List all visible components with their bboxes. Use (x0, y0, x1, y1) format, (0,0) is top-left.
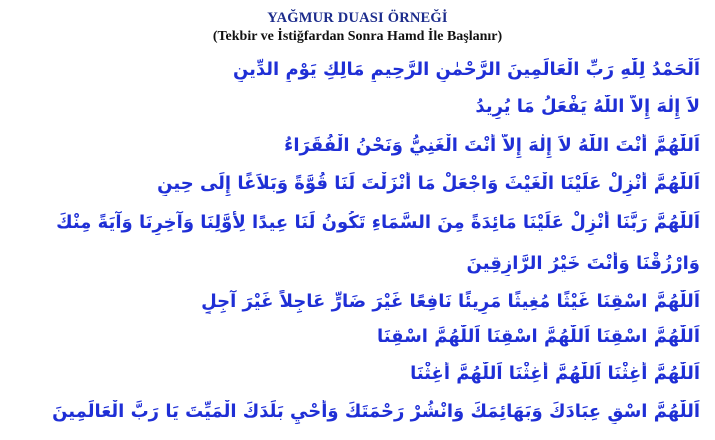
prayer-line-2: لاَ إِلٰهَ إِلاَّ اللّٰهُ يَفْعَلُ مَا يُرِيدُ (475, 96, 700, 117)
prayer-line-1: اَلْحَمْدُ لِلّٰهِ رَبِّ الْعَالَمِينَ الرَّحْمٰنِ الرَّحِيمِ مَالِكِ يَوْمِ الدِّينِ (232, 59, 700, 80)
document-subtitle: (Tekbir ve İstiğfardan Sonra Hamd İle Başlanır) (212, 29, 503, 44)
prayer-line-9: اَللّٰهُمَّ أَغِثْنَا اَللّٰهُمَّ أَغِثْنَا اَللّٰهُمَّ أَغِثْنَا (410, 363, 700, 384)
prayer-line-10: اَللّٰهُمَّ اسْقِ عِبَادَكَ وَبَهَائِمَكَ وَانْشُرْ رَحْمَتَكَ وَأَحْيِ بَلَدَكَ الْمَيِّتَ يَا رَبَّ الْعَالَمِينَ (52, 401, 700, 422)
prayer-line-3: اَللّٰهُمَّ أَنْتَ اللّٰهُ لاَ إِلٰهَ إِلاَّ أَنْتَ الْغَنِيُّ وَنَحْنُ الْفُقَرَاءُ (284, 135, 700, 156)
prayer-line-6: وَارْزُقْنَا وَأَنْتَ خَيْرُ الرَّازِقِينَ (466, 253, 700, 274)
prayer-line-8: اَللّٰهُمَّ اسْقِنَا اَللّٰهُمَّ اسْقِنَا اَللّٰهُمَّ اسْقِنَا (377, 326, 700, 347)
prayer-line-5: اَللّٰهُمَّ رَبَّنَا أَنْزِلْ عَلَيْنَا مَائِدَةً مِنَ السَّمَاءِ تَكُونُ لَنَا عِيدًا لِأَوَّلِنَا وَآخِرِنَا وَآيَةً مِنْكَ (56, 212, 700, 233)
prayer-line-4: اَللّٰهُمَّ أَنْزِلْ عَلَيْنَا الْغَيْثَ وَاجْعَلْ مَا أَنْزَلْتَ لَنَا قُوَّةً وَبَلاَغًا إِلَى حِينٍ (157, 173, 700, 194)
prayer-line-7: اَللّٰهُمَّ اسْقِنَا غَيْثًا مُغِيثًا مَرِيئًا نَافِعًا غَيْرَ ضَارٍّ عَاجِلاً غَيْرَ آجِلٍ (201, 291, 700, 312)
document-title: YAĞMUR DUASI ÖRNEĞİ (267, 10, 448, 26)
